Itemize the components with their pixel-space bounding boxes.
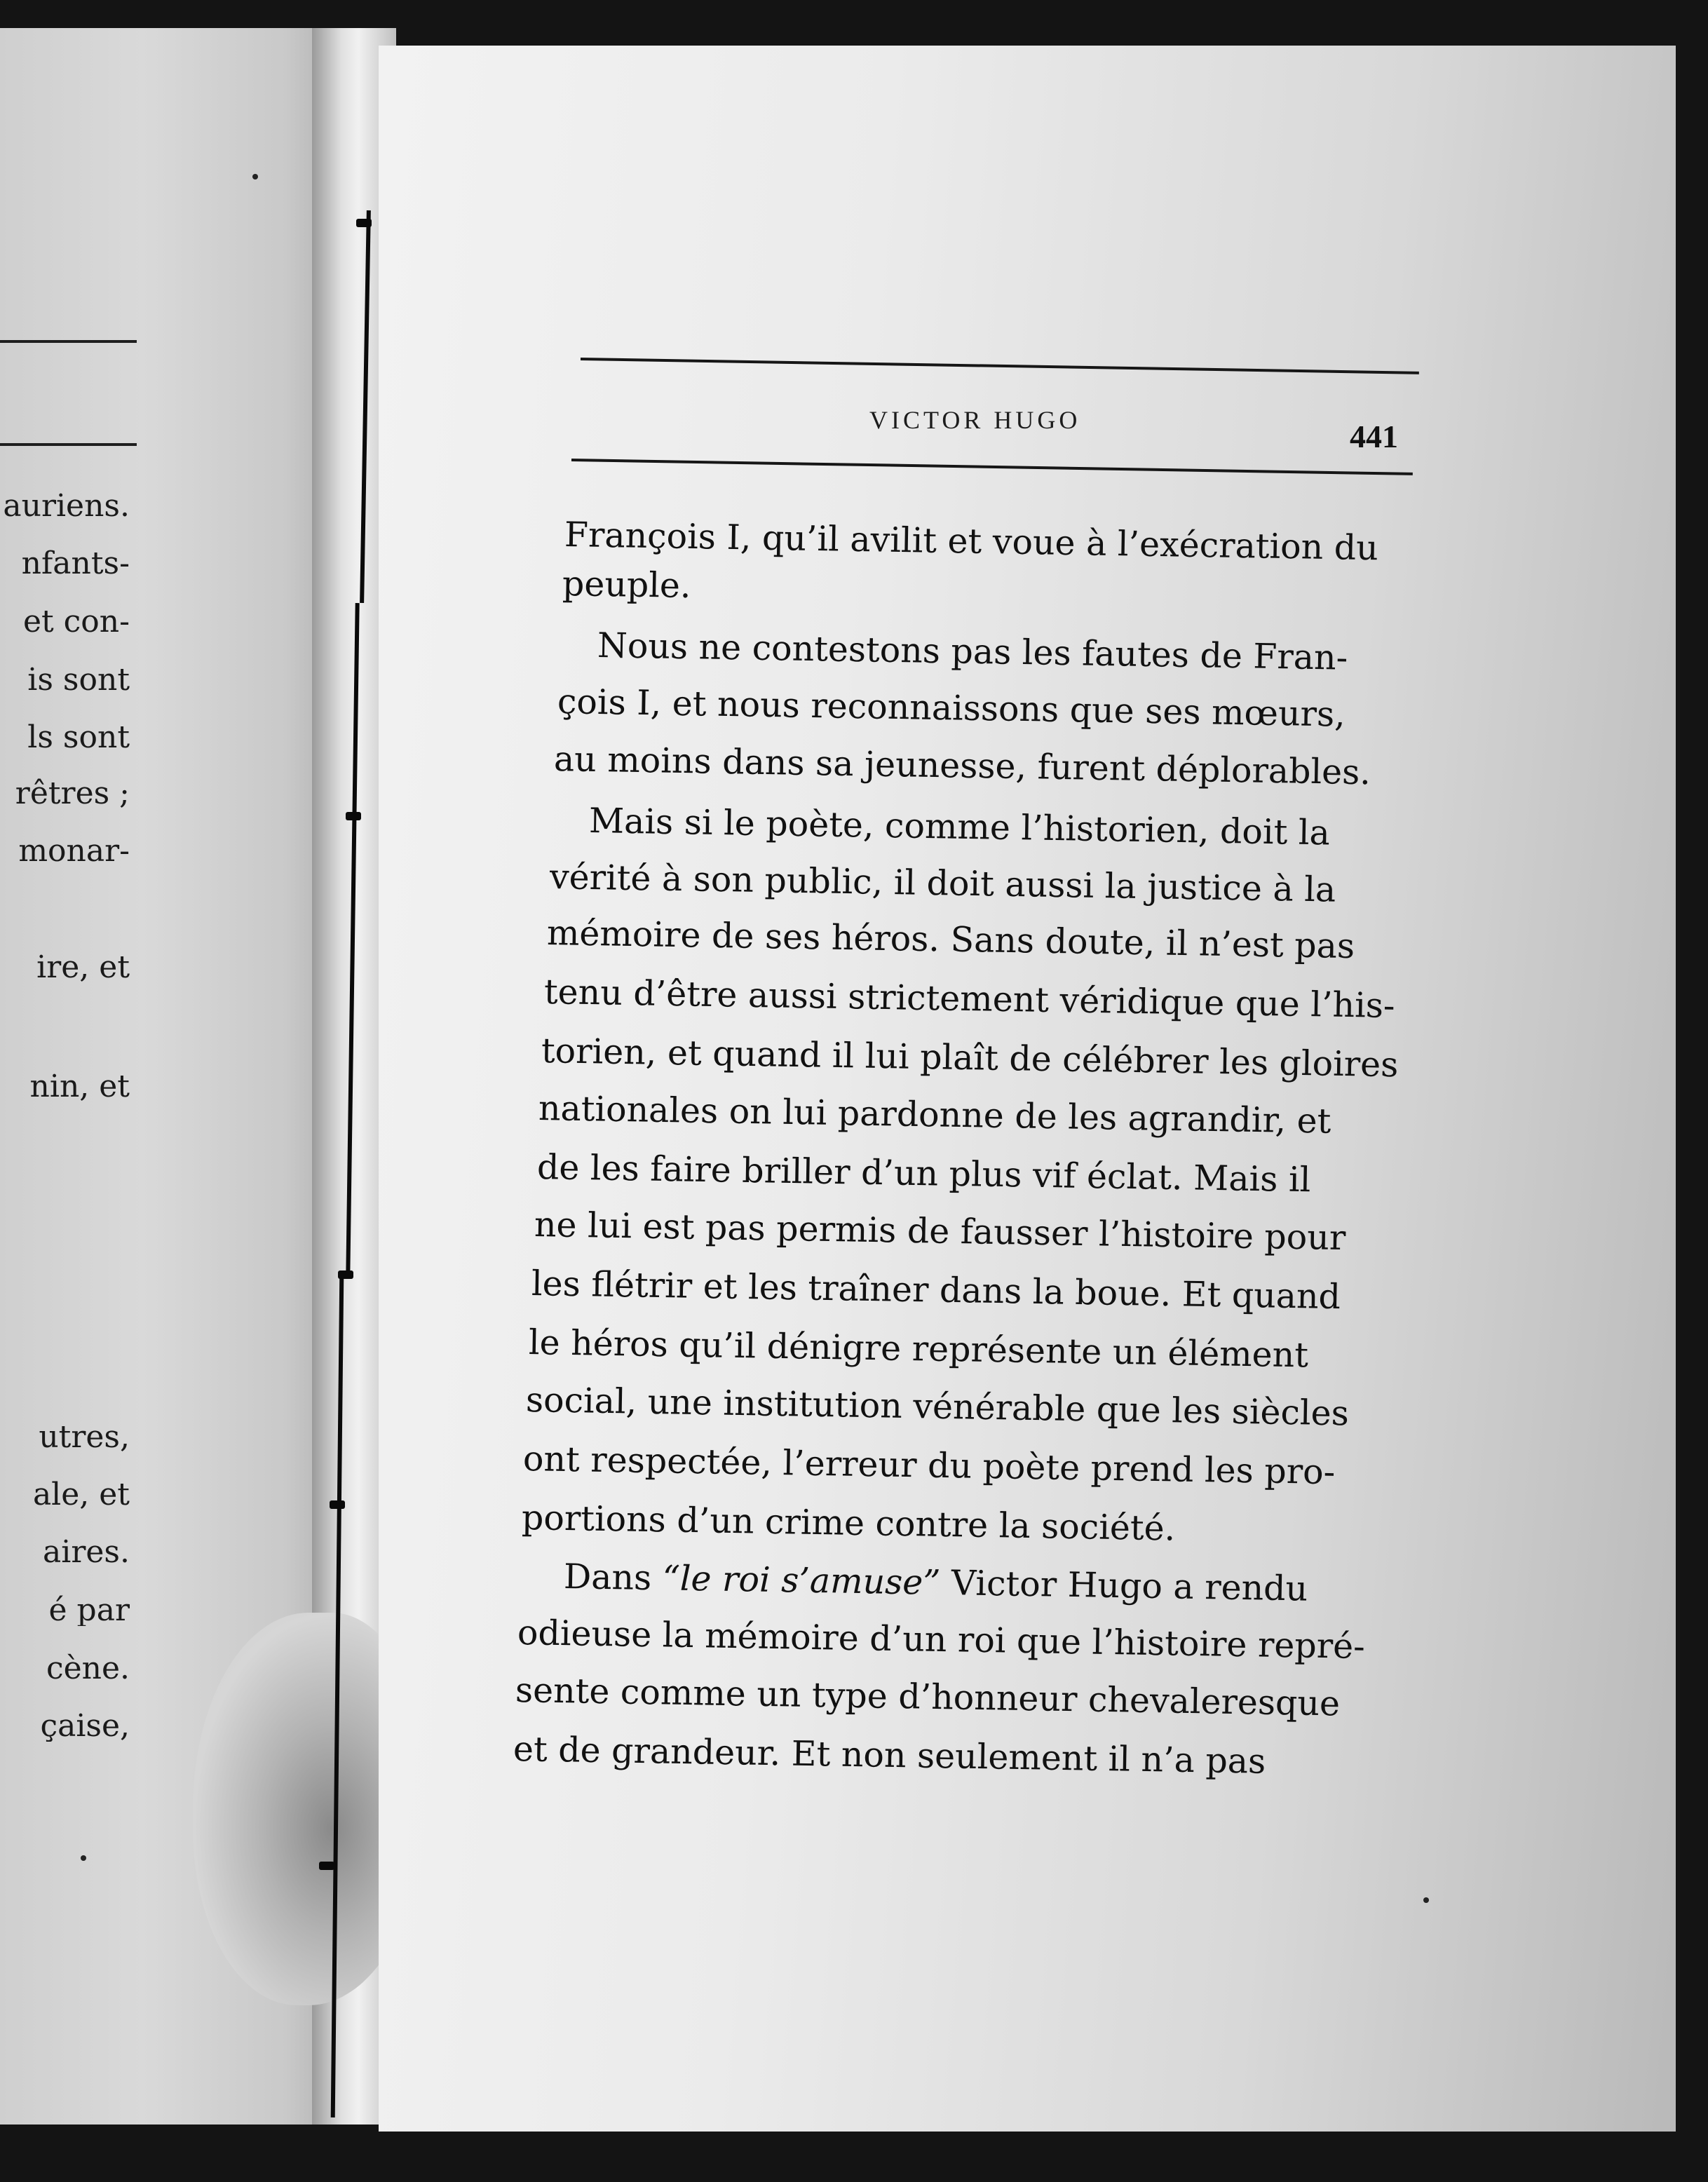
text-line: tenu d’être aussi strictement véridique que l’his- xyxy=(543,972,1395,1026)
text-line: les flétrir et les traîner dans la boue. Et quand xyxy=(531,1263,1341,1317)
binding-stitch xyxy=(338,1270,353,1279)
binding-stitch xyxy=(356,219,372,227)
text-line: vérité à son public, il doit aussi la justice à la xyxy=(549,857,1336,910)
text-line: sente comme un type d’honneur chevaleresque xyxy=(515,1670,1341,1724)
left-page-line: ire, et xyxy=(36,952,130,983)
text-line-end: Victor Hugo a rendu xyxy=(951,1563,1308,1609)
left-page-line: aires. xyxy=(43,1537,130,1568)
left-page-line: nin, et xyxy=(29,1071,130,1102)
left-page-line: ale, et xyxy=(32,1479,130,1510)
text-line: au moins dans sa jeunesse, furent déplorables. xyxy=(553,739,1371,793)
text-line: social, une institution vénérable que les siècles xyxy=(525,1380,1350,1434)
left-page-line: auriens. xyxy=(3,491,130,522)
text-line: François I, qu’il avilit et voue à l’exécration du xyxy=(564,515,1379,569)
text-line: et de grandeur. Et non seulement il n’a pas xyxy=(513,1729,1266,1782)
text-line: ne lui est pas permis de fausser l’histoire pour xyxy=(534,1205,1346,1259)
text-line: çois I, et nous reconnaissons que ses mœurs, xyxy=(557,682,1346,735)
left-page-line: ls sont xyxy=(27,722,130,753)
left-page-line: cène. xyxy=(46,1653,130,1684)
text-line: Nous ne contestons pas les fautes de Fran- xyxy=(597,625,1348,678)
left-page-line: utres, xyxy=(39,1422,130,1453)
binding-stitch xyxy=(319,1862,334,1870)
binding-stitch xyxy=(330,1500,345,1509)
text-line: portions d’un crime contre la société. xyxy=(521,1498,1176,1549)
text-line: de les faire briller d’un plus vif éclat. Mais il xyxy=(536,1147,1311,1200)
left-page-line: çaise, xyxy=(40,1711,130,1742)
left-page-line: monar- xyxy=(18,836,130,867)
text-line-start: Dans xyxy=(563,1557,652,1599)
left-page-line: et con- xyxy=(22,607,130,637)
text-line: le héros qu’il dénigre représente un élément xyxy=(528,1322,1309,1376)
text-line: ont respectée, l’erreur du poète prend les pro- xyxy=(522,1439,1336,1493)
text-line: peuple. xyxy=(562,564,691,607)
left-page-line: é par xyxy=(48,1595,130,1626)
left-page-line: nfants- xyxy=(21,548,130,579)
text-line: torien, et quand il lui plaît de célébrer les gloires xyxy=(541,1031,1399,1085)
left-page-rule-bottom xyxy=(0,443,137,446)
left-page-line: is sont xyxy=(27,665,130,696)
text-line: nationales on lui pardonne de les agrandir, et xyxy=(538,1088,1331,1141)
left-page-line: rêtres ; xyxy=(15,778,130,809)
play-title-italic: “le roi s’amuse” xyxy=(662,1558,941,1603)
page-number: 441 xyxy=(1350,419,1398,454)
dust-speck xyxy=(81,1855,86,1861)
dust-speck xyxy=(252,174,258,179)
running-head-title: VICTOR HUGO xyxy=(869,406,1081,434)
text-line: Mais si le poète, comme l’historien, doit la xyxy=(588,801,1331,853)
text-line: odieuse la mémoire d’un roi que l’histoire repré- xyxy=(517,1613,1366,1667)
left-page-rule-top xyxy=(0,340,137,343)
dust-speck xyxy=(1423,1897,1429,1903)
binding-stitch xyxy=(346,812,361,820)
text-line: mémoire de ses héros. Sans doute, il n’est pas xyxy=(546,913,1355,967)
